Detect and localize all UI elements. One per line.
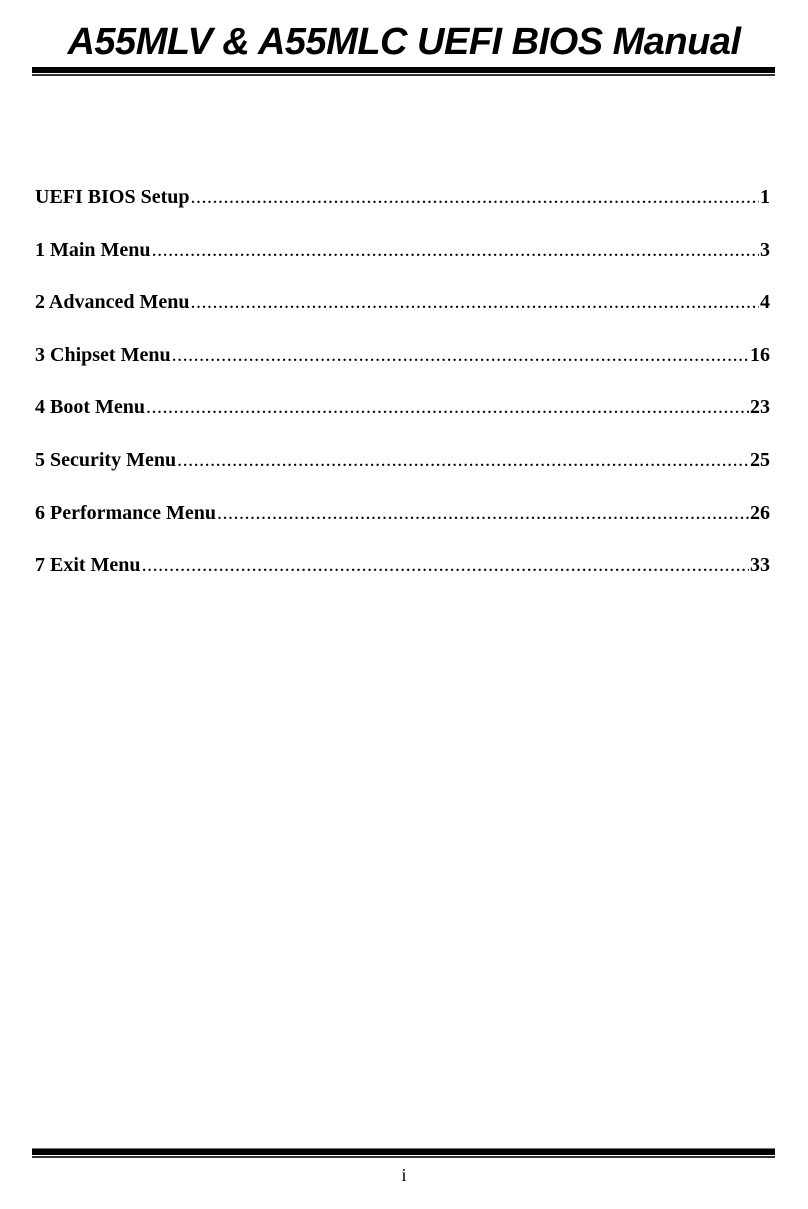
toc-entry-label[interactable]: 5 Security Menu [35, 448, 177, 471]
footer-rule [32, 1149, 775, 1155]
toc-entry-page[interactable]: 4 [760, 291, 770, 314]
toc-entry-label[interactable]: 1 Main Menu [35, 238, 151, 261]
document-title: A55MLV & A55MLC UEFI BIOS Manual [67, 21, 741, 63]
toc-dot-leader [177, 449, 749, 472]
toc-entry[interactable] [35, 554, 770, 607]
toc-entry-label[interactable]: 7 Exit Menu [35, 554, 141, 577]
page-number: i [401, 1165, 407, 1185]
toc-entry-page[interactable]: 16 [750, 343, 770, 366]
toc-dot-leader [172, 344, 749, 367]
toc-dot-leader [217, 502, 749, 525]
header-rule-thin [32, 74, 775, 76]
toc-dot-leader [191, 186, 760, 209]
toc-entry-page[interactable]: 1 [760, 186, 770, 208]
toc-entry-label[interactable]: 4 Boot Menu [35, 396, 145, 419]
footer-rule-thin [32, 1156, 775, 1158]
toc-entry-label[interactable]: 6 Performance Menu [35, 501, 217, 524]
toc-dot-leader [152, 239, 759, 262]
toc-entry[interactable] [35, 449, 770, 502]
toc-entry-label[interactable]: 2 Advanced Menu [35, 291, 190, 314]
toc-entry[interactable] [35, 502, 770, 555]
header-rule [32, 67, 775, 73]
toc-entry-page[interactable]: 26 [750, 501, 770, 524]
toc-entry[interactable] [35, 344, 770, 397]
toc-dot-leader [146, 396, 749, 419]
toc-dot-leader [142, 554, 749, 577]
toc-entry[interactable] [35, 396, 770, 449]
toc-dot-leader [190, 291, 759, 314]
toc-entry[interactable] [35, 239, 770, 292]
toc-entry-page[interactable]: 23 [750, 396, 770, 419]
toc-entry-label[interactable]: 3 Chipset Menu [35, 343, 171, 366]
toc-entry[interactable] [35, 291, 770, 344]
toc-entry-page[interactable]: 3 [760, 238, 770, 261]
toc-entry-label[interactable]: UEFI BIOS Setup [35, 186, 190, 208]
table-of-contents [35, 186, 770, 607]
toc-entry-page[interactable]: 25 [750, 448, 770, 471]
toc-entry-page[interactable]: 33 [750, 554, 770, 577]
toc-entry[interactable] [35, 186, 770, 239]
